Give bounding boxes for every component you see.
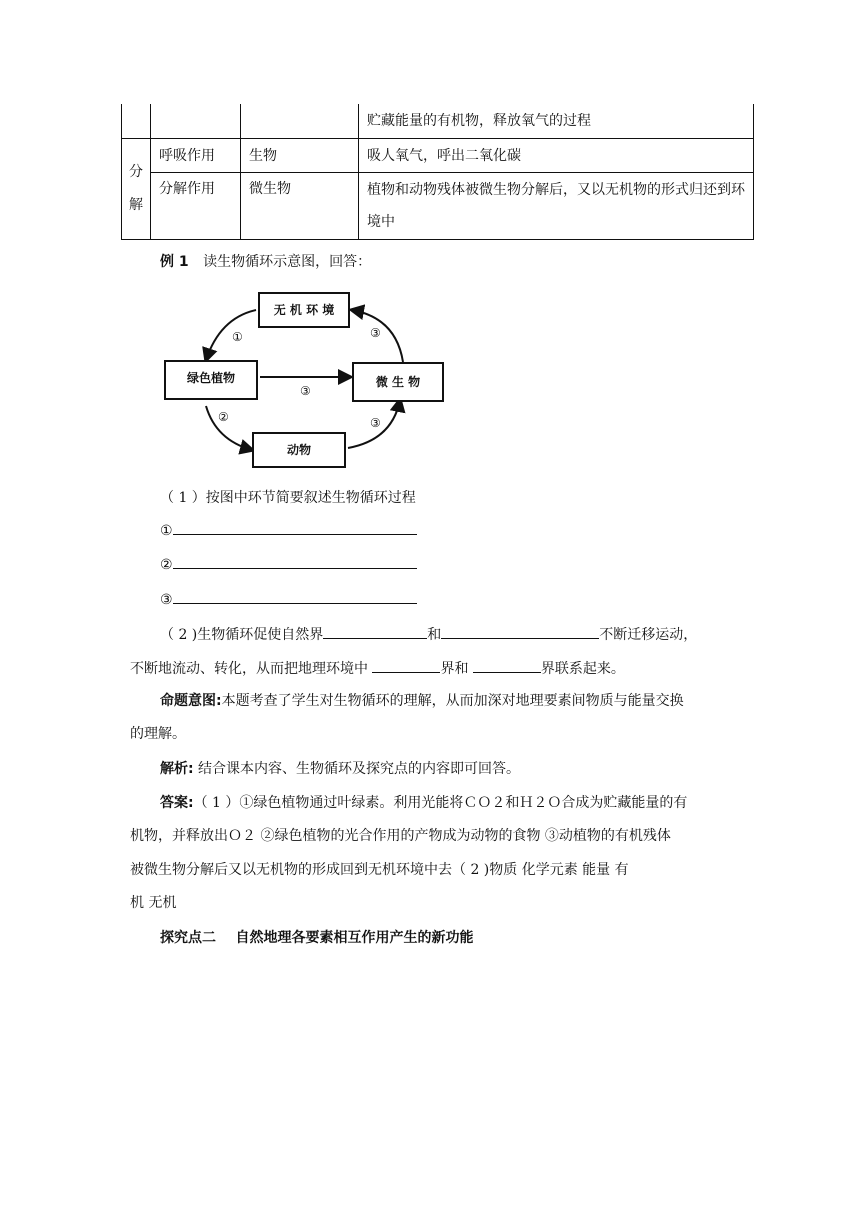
node-animals: 动物 <box>252 432 346 468</box>
table-cell-desc: 植物和动物残体被微生物分解后，又以无机物的形式归还到环境中 <box>359 173 754 240</box>
intent-label: 命题意图: <box>160 693 222 709</box>
example-label: 例 1 <box>160 254 189 270</box>
answer-blank[interactable] <box>372 658 440 673</box>
category-char: 解 <box>129 197 143 213</box>
step-mark: ③ <box>370 326 381 340</box>
answer-line-2[interactable] <box>160 554 417 575</box>
answer-line-3[interactable] <box>160 589 417 610</box>
answer-text-line-3: 被微生物分解后又以无机物的形成回到无机环境中去（ 2 )物质 化学元素 能量 有 <box>130 862 629 878</box>
answer-text-line-4: 机 无机 <box>130 895 177 911</box>
answer-blank[interactable] <box>323 624 427 639</box>
table-cell-desc: 吸人氧气，呼出二氧化碳 <box>359 139 754 173</box>
analysis-text: 结合课本内容、生物循环及探究点的内容即可回答。 <box>193 761 521 777</box>
answer-marker: ② <box>160 557 173 573</box>
cycle-diagram <box>160 288 450 473</box>
step-mark: ① <box>232 330 243 344</box>
question-2-line-2 <box>130 658 754 679</box>
step-mark: ③ <box>370 416 381 430</box>
category-char: 分 <box>129 164 143 180</box>
answer-blank[interactable] <box>173 554 417 569</box>
table-cell-actor: 微生物 <box>241 173 359 240</box>
answer-blank[interactable] <box>473 658 541 673</box>
node-plants: 绿色植物 <box>164 360 258 400</box>
question-2-text: 不断地流动、转化，从而把地理环境中 <box>130 661 373 677</box>
example-heading <box>160 252 371 272</box>
analysis-label: 解析: <box>160 761 194 777</box>
node-microbes: 微 生 物 <box>352 362 444 402</box>
table-cell <box>122 104 151 139</box>
step-mark: ② <box>218 410 229 424</box>
table-cell-process: 呼吸作用 <box>151 139 241 173</box>
question-2-text: 界和 <box>440 661 473 677</box>
example-prompt: 读生物循环示意图，回答： <box>203 254 372 270</box>
answer-blank[interactable] <box>441 624 599 639</box>
category-cell <box>122 139 151 240</box>
answer-line-1[interactable] <box>160 520 417 541</box>
intent-text: 本题考查了学生对生物循环的理解，从而加深对地理要素间物质与能量交换 <box>221 693 684 709</box>
table-row <box>122 104 754 139</box>
step-mark: ③ <box>300 384 311 398</box>
answer-label: 答案: <box>160 795 194 811</box>
answer-text: （ 1 ）①绿色植物通过叶绿素。利用光能将ＣＯ２和Ｈ２Ｏ合成为贮藏能量的有 <box>193 795 688 811</box>
table-cell <box>151 104 241 139</box>
table-cell-process: 分解作用 <box>151 173 241 240</box>
answer-marker: ③ <box>160 592 173 608</box>
intent-line-1 <box>160 691 754 711</box>
table-cell <box>241 104 359 139</box>
table-cell-desc: 贮藏能量的有机物，释放氧气的过程 <box>359 104 754 139</box>
node-inorganic: 无 机 环 境 <box>258 292 350 328</box>
intent-line-2: 的理解。 <box>130 726 186 742</box>
table-cell-actor: 生物 <box>241 139 359 173</box>
question-2-line-1 <box>160 624 697 645</box>
answer-blank[interactable] <box>173 520 417 535</box>
question-2-text: （ 2 )生物循环促使自然界 <box>160 627 324 643</box>
question-2-text: 不断迁移运动， <box>599 627 698 643</box>
process-table <box>121 104 754 240</box>
question-1: （ 1 ）按图中环节简要叙述生物循环过程 <box>160 490 416 506</box>
arrow-plants-to-animals <box>206 406 252 450</box>
answer-marker: ① <box>160 523 173 539</box>
question-2-text: 界联系起来。 <box>540 661 625 677</box>
arrow-inorganic-to-plants <box>206 310 256 360</box>
answer-blank[interactable] <box>173 589 417 604</box>
answer-text-line-2: 机物，并释放出Ｏ２ ②绿色植物的光合作用的产物成为动物的食物 ③动植物的有机残体 <box>130 828 671 844</box>
section-title: 探究点二 自然地理各要素相互作用产生的新功能 <box>160 930 474 946</box>
question-2-text: 和 <box>427 627 442 643</box>
analysis-line <box>160 759 754 779</box>
table-row <box>122 139 754 173</box>
answer-line <box>160 793 754 813</box>
table-row <box>122 173 754 240</box>
